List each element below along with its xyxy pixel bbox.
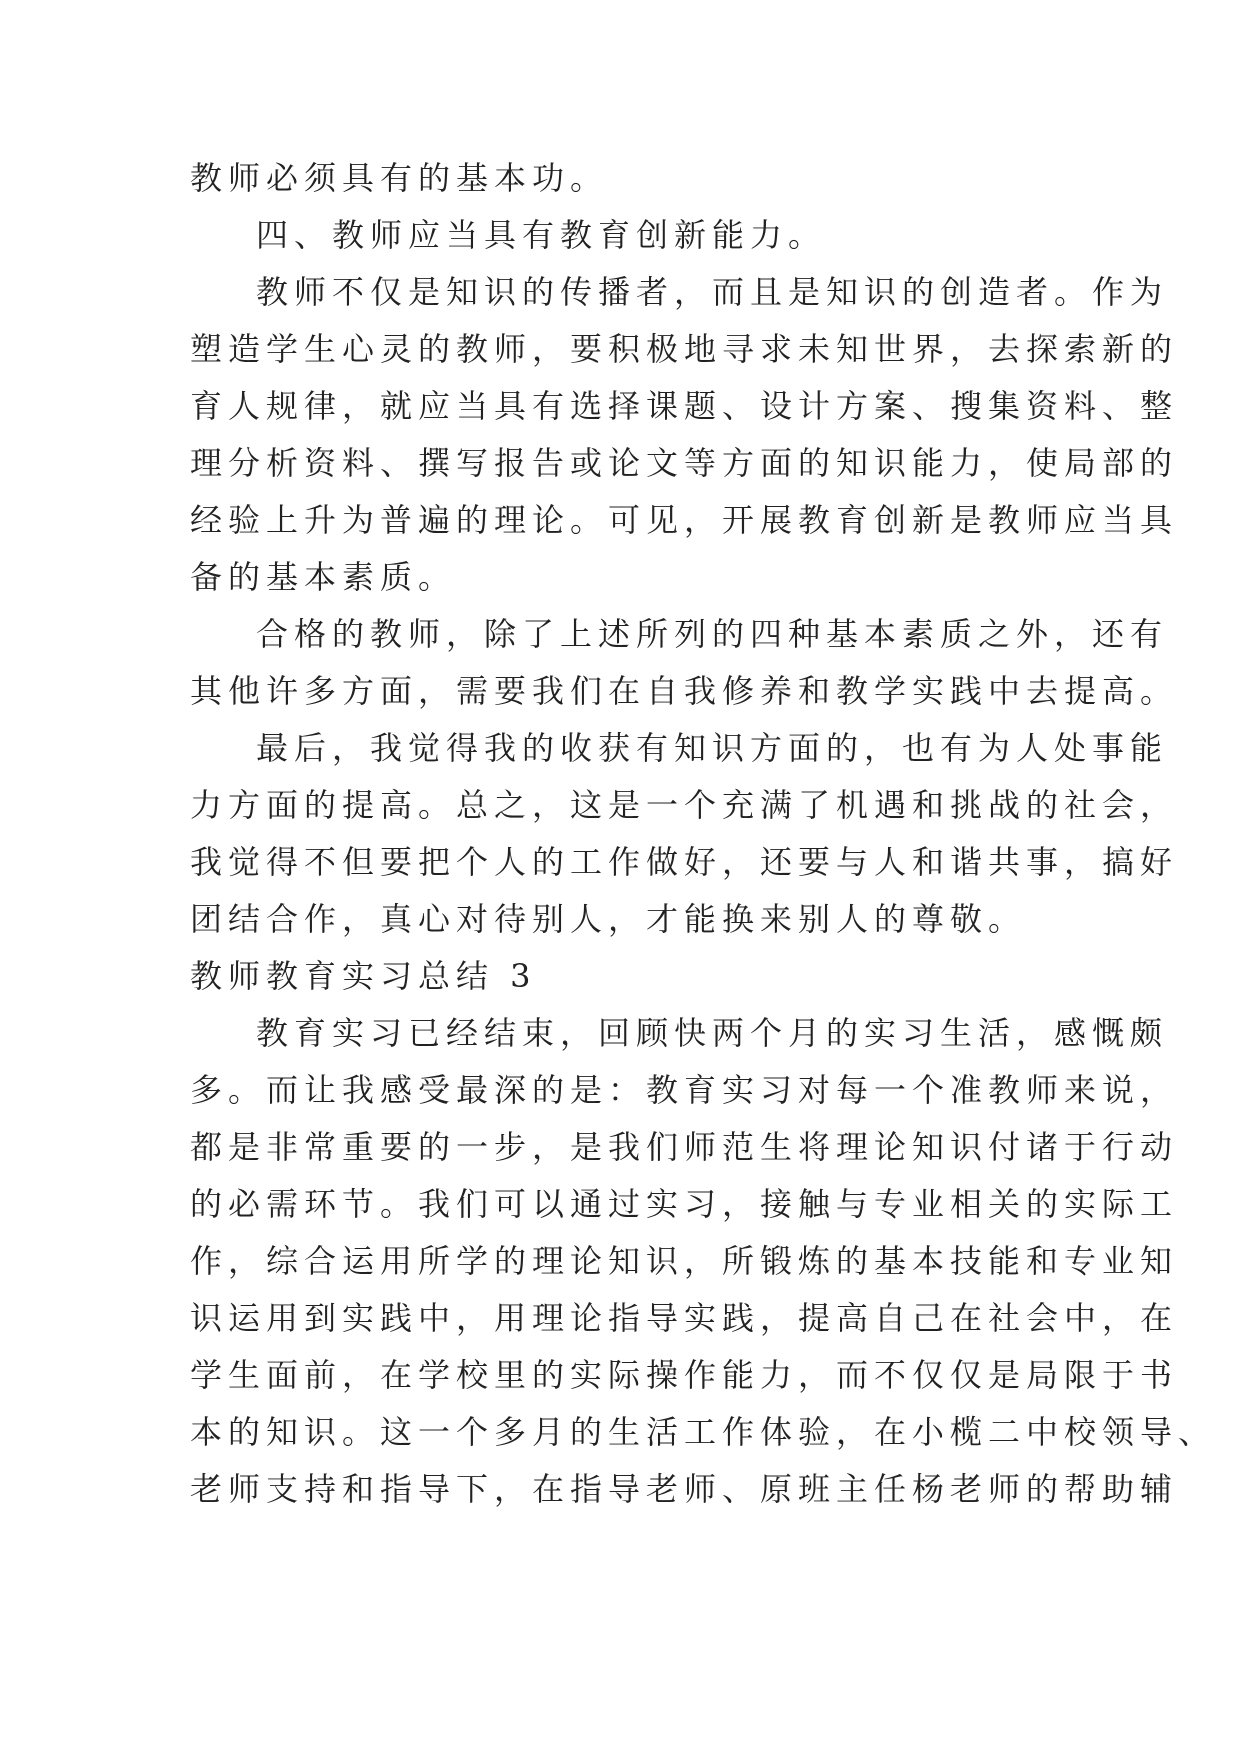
text-line: 备的基本素质。	[190, 558, 457, 596]
text-line: 育人规律，就应当具有选择课题、设计方案、搜集资料、整	[190, 387, 1179, 425]
text-line: 力方面的提高。总之，这是一个充满了机遇和挑战的社会，	[190, 786, 1179, 824]
text-line: 作，综合运用所学的理论知识，所锻炼的基本技能和专业知	[190, 1242, 1179, 1280]
text-line: 经验上升为普遍的理论。可见，开展教育创新是教师应当具	[190, 501, 1179, 539]
text-line: 教育实习已经结束，回顾快两个月的实习生活，感慨颇	[256, 1014, 1169, 1052]
text-line: 本的知识。这一个多月的生活工作体验，在小榄二中校领导、	[190, 1413, 1217, 1451]
text-line: 识运用到实践中，用理论指导实践，提高自己在社会中，在	[190, 1299, 1179, 1337]
text-line: 最后，我觉得我的收获有知识方面的，也有为人处事能	[256, 729, 1169, 767]
text-line: 团结合作，真心对待别人，才能换来别人的尊敬。	[190, 900, 1027, 938]
text-line: 合格的教师，除了上述所列的四种基本素质之外，还有	[256, 615, 1169, 653]
text-line: 我觉得不但要把个人的工作做好，还要与人和谐共事，搞好	[190, 843, 1179, 881]
document-title: 教师教育实习总结 3	[190, 957, 537, 995]
text-line: 老师支持和指导下，在指导老师、原班主任杨老师的帮助辅	[190, 1470, 1179, 1508]
text-line: 都是非常重要的一步，是我们师范生将理论知识付诸于行动	[190, 1128, 1179, 1166]
text-line: 理分析资料、撰写报告或论文等方面的知识能力，使局部的	[190, 444, 1179, 482]
text-line: 教师不仅是知识的传播者，而且是知识的创造者。作为	[256, 273, 1169, 311]
text-line: 多。而让我感受最深的是：教育实习对每一个准教师来说，	[190, 1071, 1179, 1109]
text-line: 的必需环节。我们可以通过实习，接触与专业相关的实际工	[190, 1185, 1179, 1223]
text-line: 塑造学生心灵的教师，要积极地寻求未知世界，去探索新的	[190, 330, 1179, 368]
section-heading: 四、教师应当具有教育创新能力。	[256, 216, 827, 254]
text-line: 学生面前，在学校里的实际操作能力，而不仅仅是局限于书	[190, 1356, 1179, 1394]
text-line: 教师必须具有的基本功。	[190, 159, 609, 197]
text-line: 其他许多方面，需要我们在自我修养和教学实践中去提高。	[190, 672, 1179, 710]
